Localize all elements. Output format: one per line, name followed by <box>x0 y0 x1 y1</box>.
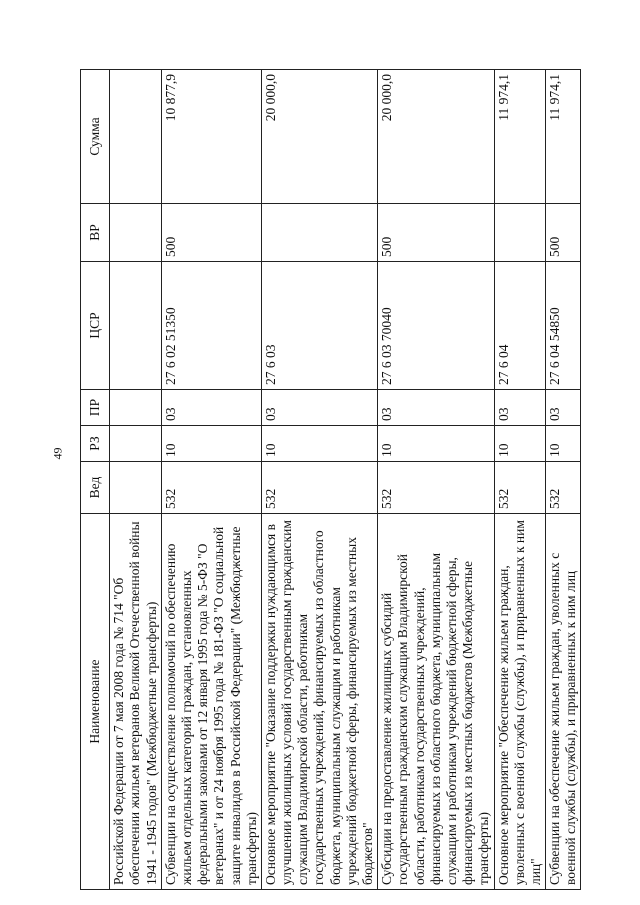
cell-sum: 20 000,0 <box>261 70 377 204</box>
cell-csr: 27 6 04 <box>494 262 546 390</box>
cell-pr: 03 <box>378 390 494 426</box>
header-rz: РЗ <box>81 426 110 462</box>
cell-csr: 27 6 02 51350 <box>161 262 261 390</box>
cell-ved: 532 <box>494 462 546 514</box>
cell-vr: 500 <box>161 204 261 262</box>
table-row <box>546 70 581 890</box>
cell-rz: 10 <box>378 426 494 462</box>
cell-pr: 03 <box>546 390 581 426</box>
table-header-row <box>81 70 110 890</box>
budget-table <box>80 69 581 890</box>
header-name: Наименование <box>81 514 110 890</box>
header-csr: ЦСР <box>81 262 110 390</box>
cell-pr: 03 <box>261 390 377 426</box>
cell-rz <box>110 426 162 462</box>
table-row <box>261 70 377 890</box>
cell-ved: 532 <box>161 462 261 514</box>
cell-sum: 20 000,0 <box>378 70 494 204</box>
table-row <box>161 70 261 890</box>
cell-ved: 532 <box>546 462 581 514</box>
table-row <box>110 70 162 890</box>
cell-pr <box>110 390 162 426</box>
rotated-table-container <box>80 70 600 890</box>
cell-csr <box>110 262 162 390</box>
cell-csr: 27 6 04 54850 <box>546 262 581 390</box>
cell-sum: 10 877,9 <box>161 70 261 204</box>
cell-name: Субсидии на предоставление жилищных субсидий государственным гражданским служащим Владимирской области, работникам государственных учреждений, финансируемых из областного бюджета, муниципальным служащим и работникам учреждений бюджетной сферы, финансируемых из местных бюджетов (Межбюджетные трансферты) <box>378 514 494 890</box>
header-ved: Вед <box>81 462 110 514</box>
cell-vr <box>494 204 546 262</box>
cell-pr: 03 <box>494 390 546 426</box>
cell-csr: 27 6 03 70040 <box>378 262 494 390</box>
cell-rz: 10 <box>161 426 261 462</box>
cell-rz: 10 <box>494 426 546 462</box>
cell-ved <box>110 462 162 514</box>
header-pr: ПР <box>81 390 110 426</box>
cell-sum: 11 974,1 <box>494 70 546 204</box>
cell-vr <box>261 204 377 262</box>
cell-ved: 532 <box>261 462 377 514</box>
table-row <box>378 70 494 890</box>
cell-name: Основное мероприятие "Обеспечение жильем граждан, уволенных с военной службы (службы), и приравненных к ним лиц" <box>494 514 546 890</box>
header-sum: Сумма <box>81 70 110 204</box>
cell-name: Субвенции на осуществление полномочий по обеспечению жильем отдельных категорий граждан, установленных федеральными законами от 12 января 1995 года № 5-ФЗ "О ветеранах" и от 24 ноября 1995 года № 181-ФЗ "О социальной защите инвалидов в Российской Федерации" (Межбюджетные трансферты) <box>161 514 261 890</box>
cell-pr: 03 <box>161 390 261 426</box>
cell-sum <box>110 70 162 204</box>
cell-name: Российской Федерации от 7 мая 2008 года № 714 "Об обеспечении жильем ветеранов Великой Отечественной войны 1941 - 1945 годов" (Межбюджетные трансферты) <box>110 514 162 890</box>
table-row <box>494 70 546 890</box>
cell-vr: 500 <box>378 204 494 262</box>
cell-rz: 10 <box>261 426 377 462</box>
cell-rz: 10 <box>546 426 581 462</box>
cell-sum: 11 974,1 <box>546 70 581 204</box>
header-vr: ВР <box>81 204 110 262</box>
cell-vr <box>110 204 162 262</box>
cell-csr: 27 6 03 <box>261 262 377 390</box>
cell-ved: 532 <box>378 462 494 514</box>
cell-name: Субвенции на обеспечение жильем граждан, уволенных с военной службы (службы), и приравненных к ним лиц <box>546 514 581 890</box>
cell-vr: 500 <box>546 204 581 262</box>
page-number: 49 <box>50 447 65 460</box>
cell-name: Основное мероприятие "Оказание поддержки нуждающимся в улучшении жилищных условий государственным гражданским служащим Владимирской области, работникам государственных учреждений, финансируемых из областного бюджета, муниципальным служащим и работникам учреждений бюджетной сферы, финансируемых из местных бюджетов" <box>261 514 377 890</box>
